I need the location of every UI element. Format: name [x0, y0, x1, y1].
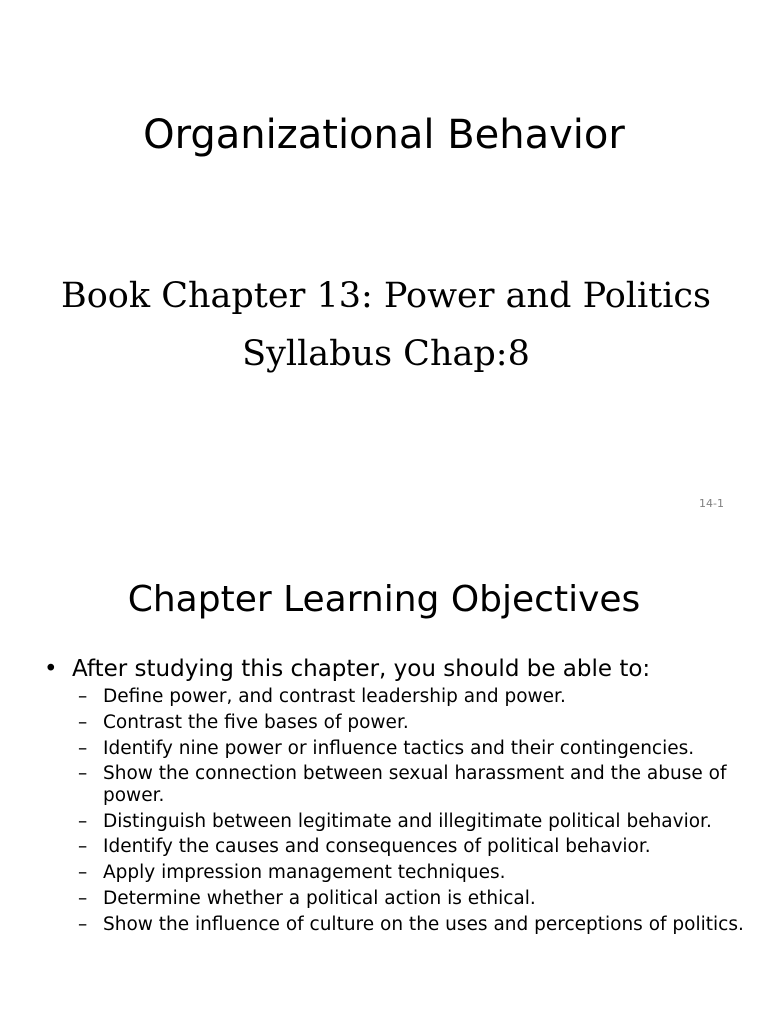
objective-text: Determine whether a political action is ethical. — [103, 888, 536, 910]
dash-icon: – — [78, 737, 88, 759]
list-item — [44, 712, 744, 734]
objective-text: Show the connection between sexual harassment and the abuse of power. — [103, 763, 727, 806]
list-item — [44, 686, 744, 708]
chapter-subtitle: Book Chapter 13: Power and Politics — [61, 276, 711, 316]
dash-icon: – — [78, 810, 88, 832]
intro-text: After studying this chapter, you should be able to: — [72, 656, 651, 682]
objective-text: Distinguish between legitimate and illegitimate political behavior. — [103, 810, 712, 832]
objectives-title: Chapter Learning Objectives — [127, 579, 641, 620]
syllabus-subtitle: Syllabus Chap:8 — [242, 334, 530, 374]
list-item — [44, 811, 744, 833]
objective-text: Show the influence of culture on the uses and perceptions of politics. — [103, 913, 744, 935]
bullet-icon: • — [44, 656, 58, 682]
objective-text: Define power, and contrast leadership and power. — [103, 686, 566, 707]
dash-icon: – — [78, 763, 88, 785]
objectives-block — [44, 654, 744, 940]
intro-bullet — [44, 654, 744, 684]
objective-text: Identify nine power or influence tactics and their contingencies. — [103, 737, 695, 759]
list-item — [44, 738, 744, 760]
dash-icon: – — [78, 888, 88, 910]
dash-icon: – — [78, 862, 88, 884]
dash-icon: – — [78, 836, 88, 858]
dash-icon: – — [78, 913, 88, 935]
objective-text: Identify the causes and consequences of political behavior. — [103, 836, 651, 858]
list-item — [44, 914, 744, 936]
list-item — [44, 763, 744, 806]
slide-title: Organizational Behavior — [143, 112, 625, 158]
objective-text: Apply impression management techniques. — [103, 862, 506, 884]
list-item — [44, 836, 744, 858]
dash-icon: – — [78, 686, 88, 707]
list-item — [44, 888, 744, 910]
slide-number: 14-1 — [699, 497, 724, 510]
objective-text: Contrast the five bases of power. — [103, 711, 409, 733]
list-item — [44, 862, 744, 884]
objectives-list — [44, 686, 744, 935]
dash-icon: – — [78, 711, 88, 733]
